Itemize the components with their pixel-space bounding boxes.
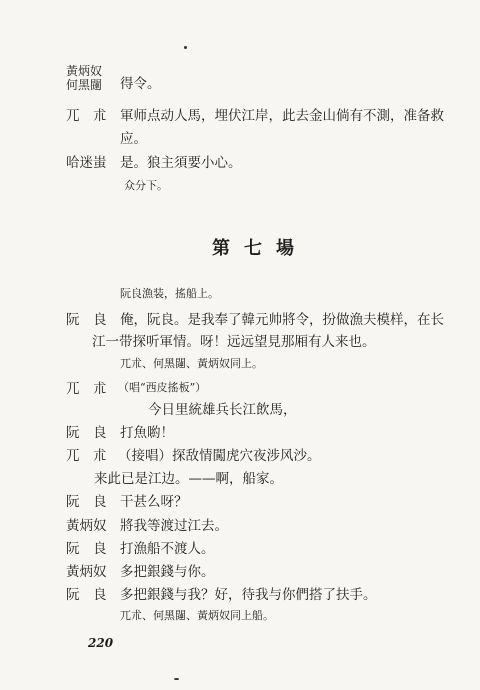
dialogue-text: 將我等渡过江去。	[120, 518, 228, 534]
dialogue-text: 得令。	[120, 76, 161, 92]
dialogue-text-cont: 江一带探听軍情。呀！远远望見那厢有人来也。	[92, 334, 376, 350]
speaker-label: 阮 良	[66, 425, 107, 441]
speaker-label: 兀 朮	[66, 108, 107, 124]
dialogue-text: （接唱）探敌情闖虎穴夜涉风沙。	[118, 448, 321, 464]
speaker-label: 黃炳奴	[66, 564, 107, 580]
speaker-label: 哈迷蚩	[66, 155, 107, 171]
verse-text: 今日里統雄兵长江飲馬，	[148, 402, 297, 418]
ink-dot	[174, 678, 179, 680]
page-number: 220	[88, 636, 114, 650]
singing-direction: （唱“西皮搖板”）	[118, 381, 207, 394]
dialogue-text: 軍师点动人馬，埋伏江岸，此去金山倘有不測，准备救	[120, 108, 444, 124]
stage-direction: 众分下。	[124, 179, 168, 192]
speaker-label: 兀 朮	[66, 448, 107, 464]
stage-direction: 阮良漁装，搖船上。	[120, 287, 219, 300]
dialogue-text-cont: 应。	[120, 131, 147, 147]
dialogue-text: 俺，阮良。是我奉了韓元帅將令，扮做漁夫模样，在长	[120, 312, 444, 328]
scene-title: 第七場	[212, 238, 308, 259]
speaker-label: 黃炳奴	[66, 518, 107, 534]
dialogue-text: 多把銀錢与你。	[120, 564, 215, 580]
stage-direction: 兀朮、何黑闥、黃炳奴同上。	[120, 357, 263, 370]
dialogue-text-cont: 来此已是江边。——啊，船家。	[94, 471, 283, 487]
ink-dot	[184, 46, 187, 49]
dialogue-text: 打魚喲！	[120, 425, 174, 441]
dialogue-text: 干甚么呀？	[120, 494, 188, 510]
dialogue-text: 是。狼主須要小心。	[120, 155, 242, 171]
speaker-label: 阮 良	[66, 541, 107, 557]
speaker-label: 阮 良	[66, 312, 107, 328]
speaker-label: 黃炳奴 何黑闥	[66, 64, 103, 92]
stage-direction: 兀朮、何黑闥、黃炳奴同上船。	[120, 609, 274, 622]
speaker-label: 阮 良	[66, 494, 107, 510]
dialogue-text: 多把銀錢与我？好，待我与你們搭了扶手。	[120, 587, 377, 603]
dialogue-text: 打漁船不渡人。	[120, 541, 215, 557]
speaker-label: 阮 良	[66, 587, 107, 603]
speaker-label: 兀 朮	[66, 381, 107, 397]
